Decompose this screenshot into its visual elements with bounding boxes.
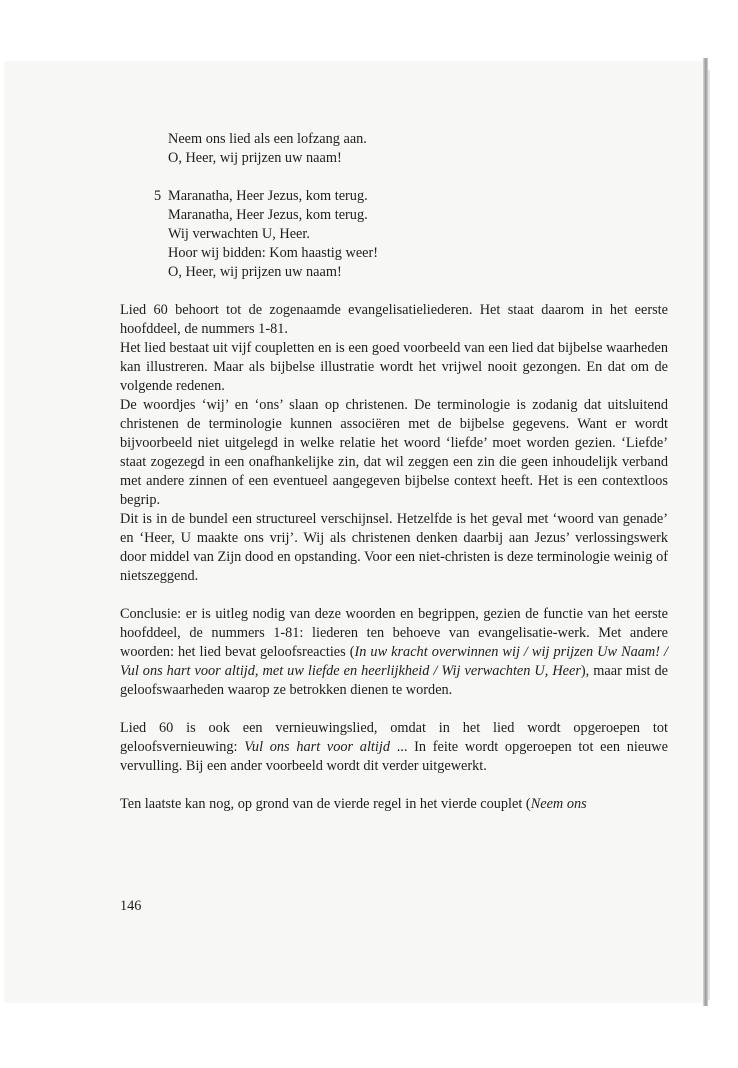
paragraph: Lied 60 is ook een vernieuwingslied, omdat in het lied wordt opgeroepen tot geloofsvernieuwing: Vul ons hart voor altijd ... In feite wordt opgeroepen tot een nieuwe vervulling. Bij een ander voorbeeld wordt dit verder uitgewerkt. [120, 720, 668, 774]
verse-line: Hoor wij bidden: Kom haastig weer! [168, 245, 379, 261]
quoted-lyrics: Neem ons [530, 796, 587, 812]
page-content [120, 130, 668, 814]
quoted-lyrics: In uw kracht overwinnen wij / wij prijzen Uw Naam! / Vul ons hart voor altijd, met uw liefde en heerlijkheid / Wij verwachten U, Heer [120, 644, 668, 679]
paragraph-conclusion: Conclusie: er is uitleg nodig van deze woorden en begrippen, gezien de functie van het eerste hoofddeel, de nummers 1-81: liederen ten behoeve van evangelisatie-werk. Met andere woorden: het lied bevat geloofsreacties (In uw kracht overwinnen wij / wij prijzen Uw Naam! / Vul ons hart voor altijd, met uw liefde en heerlijkheid / Wij verwachten U, Heer), maar mist de geloofswaarheden waarop ze betrokken dienen te worden. [120, 606, 668, 698]
paragraph: Lied 60 behoort tot de zogenaamde evangelisatieliederen. Het staat daarom in het eerste hoofddeel, de nummers 1-81. [120, 302, 668, 337]
verse-line: Neem ons lied als een lofzang aan. [168, 131, 367, 147]
paragraph: Het lied bestaat uit vijf coupletten en is een goed voorbeeld van een lied dat bijbelse waarheden kan illustreren. Maar als bijbelse illustratie wordt het vrijwel nooit gezongen. En dat om de volgende redenen. [120, 340, 668, 394]
page-binding-edge-shadow [708, 70, 710, 1000]
verse-line-text: Maranatha, Heer Jezus, kom terug. [168, 188, 368, 204]
verse-line: O, Heer, wij prijzen uw naam! [168, 150, 342, 166]
paragraph: Dit is in de bundel een structureel verschijnsel. Hetzelfde is het geval met ‘woord van genade’ en ‘Heer, U maakte ons vrij’. Wij als christenen denken daarbij aan Jezus’ verlossingswerk door middel van Zijn dood en opstanding. Voor een niet-christen is deze terminologie weinig of nietszeggend. [120, 511, 668, 584]
verse-line: O, Heer, wij prijzen uw naam! [168, 264, 342, 280]
verse-number: 5 [154, 188, 162, 204]
paragraph: De woordjes ‘wij’ en ‘ons’ slaan op christenen. De terminologie is zodanig dat uitsluitend christenen de terminologie kunnen associëren met de bijbelse gegevens. Want er wordt bijvoorbeeld niet uitgelegd in welke relatie het woord ‘liefde’ moet worden gezien. ‘Liefde’ staat zogezegd in een onafhankelijke zin, dat wil zeggen een zin die geen inhoudelijk verband met andere zinnen of een eventueel aangegeven bijbelse context heeft. Het is een contextloos begrip. [120, 397, 668, 508]
verse-5 [120, 187, 668, 282]
verse-fragment [120, 130, 668, 168]
page-number: 146 [120, 898, 142, 914]
verse-line [120, 187, 668, 206]
paragraph: Ten laatste kan nog, op grond van de vierde regel in het vierde couplet (Neem ons [120, 796, 587, 812]
verse-line: Wij verwachten U, Heer. [168, 226, 310, 242]
verse-line: Maranatha, Heer Jezus, kom terug. [168, 207, 368, 223]
quoted-lyrics: Vul ons hart voor altijd [244, 739, 390, 755]
